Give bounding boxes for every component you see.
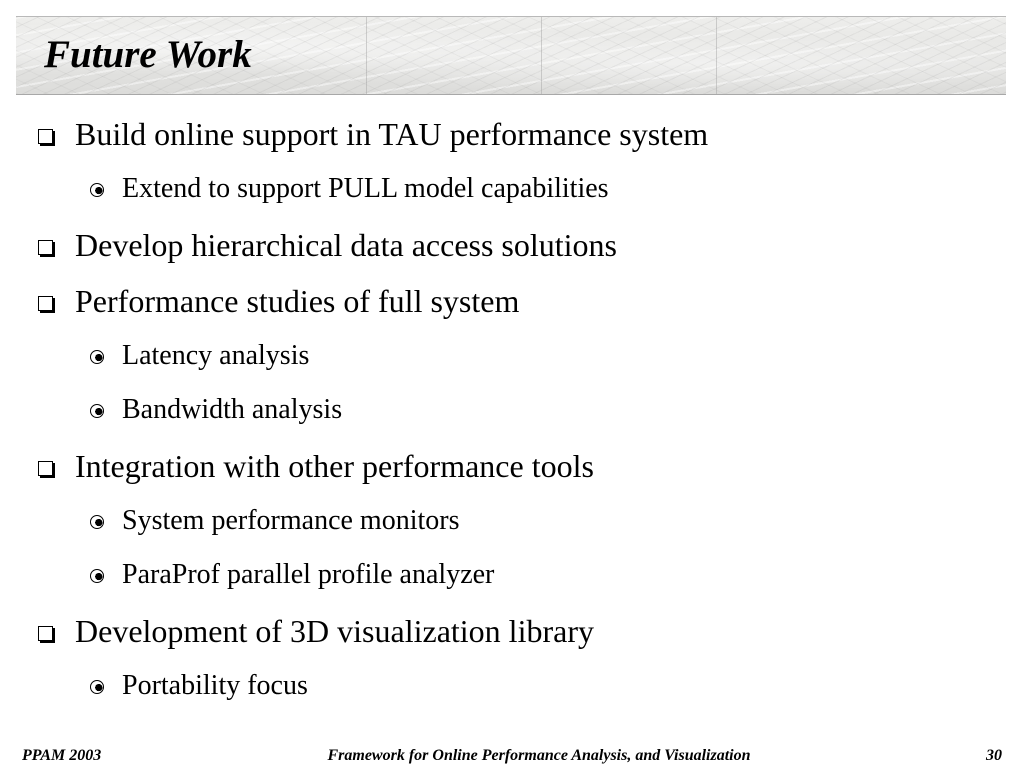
sub-bullet-item bbox=[90, 392, 342, 428]
bullet-item bbox=[38, 611, 594, 651]
sub-bullet-item bbox=[90, 171, 609, 207]
circle-bullet-icon bbox=[90, 680, 104, 694]
bullet-item bbox=[38, 281, 519, 321]
sub-bullet-item bbox=[90, 668, 308, 704]
footer-title bbox=[0, 746, 1024, 766]
bullet-item bbox=[38, 114, 708, 154]
sub-bullet-item bbox=[90, 557, 494, 593]
bullet-text: Performance studies of full system bbox=[75, 282, 520, 319]
square-bullet-icon bbox=[38, 626, 53, 641]
bullet-text: Integration with other performance tools bbox=[75, 447, 594, 484]
sub-bullet-text: Portability focus bbox=[122, 670, 308, 701]
bullet-item bbox=[38, 225, 617, 265]
square-bullet-icon bbox=[38, 129, 53, 144]
circle-bullet-icon bbox=[90, 515, 104, 529]
footer-conference: PPAM 2003 bbox=[22, 747, 102, 764]
circle-bullet-icon bbox=[90, 404, 104, 418]
circle-bullet-icon bbox=[90, 183, 104, 197]
square-bullet-icon bbox=[38, 240, 53, 255]
circle-bullet-icon bbox=[90, 569, 104, 583]
bullet-item bbox=[38, 446, 594, 486]
footer-title-text: Framework for Online Performance Analysis, and Visualization bbox=[327, 747, 751, 764]
bullet-text: Development of 3D visualization library bbox=[75, 612, 594, 649]
square-bullet-icon bbox=[38, 461, 53, 476]
square-bullet-icon bbox=[38, 296, 53, 311]
bullet-text: Build online support in TAU performance system bbox=[75, 115, 709, 152]
sub-bullet-item bbox=[90, 338, 309, 374]
slide-title: Future Work bbox=[44, 33, 252, 76]
footer-page-number: 30 bbox=[986, 747, 1002, 764]
sub-bullet-item bbox=[90, 503, 459, 539]
circle-bullet-icon bbox=[90, 350, 104, 364]
sub-bullet-text: Extend to support PULL model capabilities bbox=[122, 173, 609, 204]
sub-bullet-text: Latency analysis bbox=[122, 340, 310, 371]
bullet-text: Develop hierarchical data access solutions bbox=[75, 226, 617, 263]
sub-bullet-text: System performance monitors bbox=[122, 505, 460, 536]
sub-bullet-text: Bandwidth analysis bbox=[122, 394, 343, 425]
sub-bullet-text: ParaProf parallel profile analyzer bbox=[122, 559, 495, 590]
